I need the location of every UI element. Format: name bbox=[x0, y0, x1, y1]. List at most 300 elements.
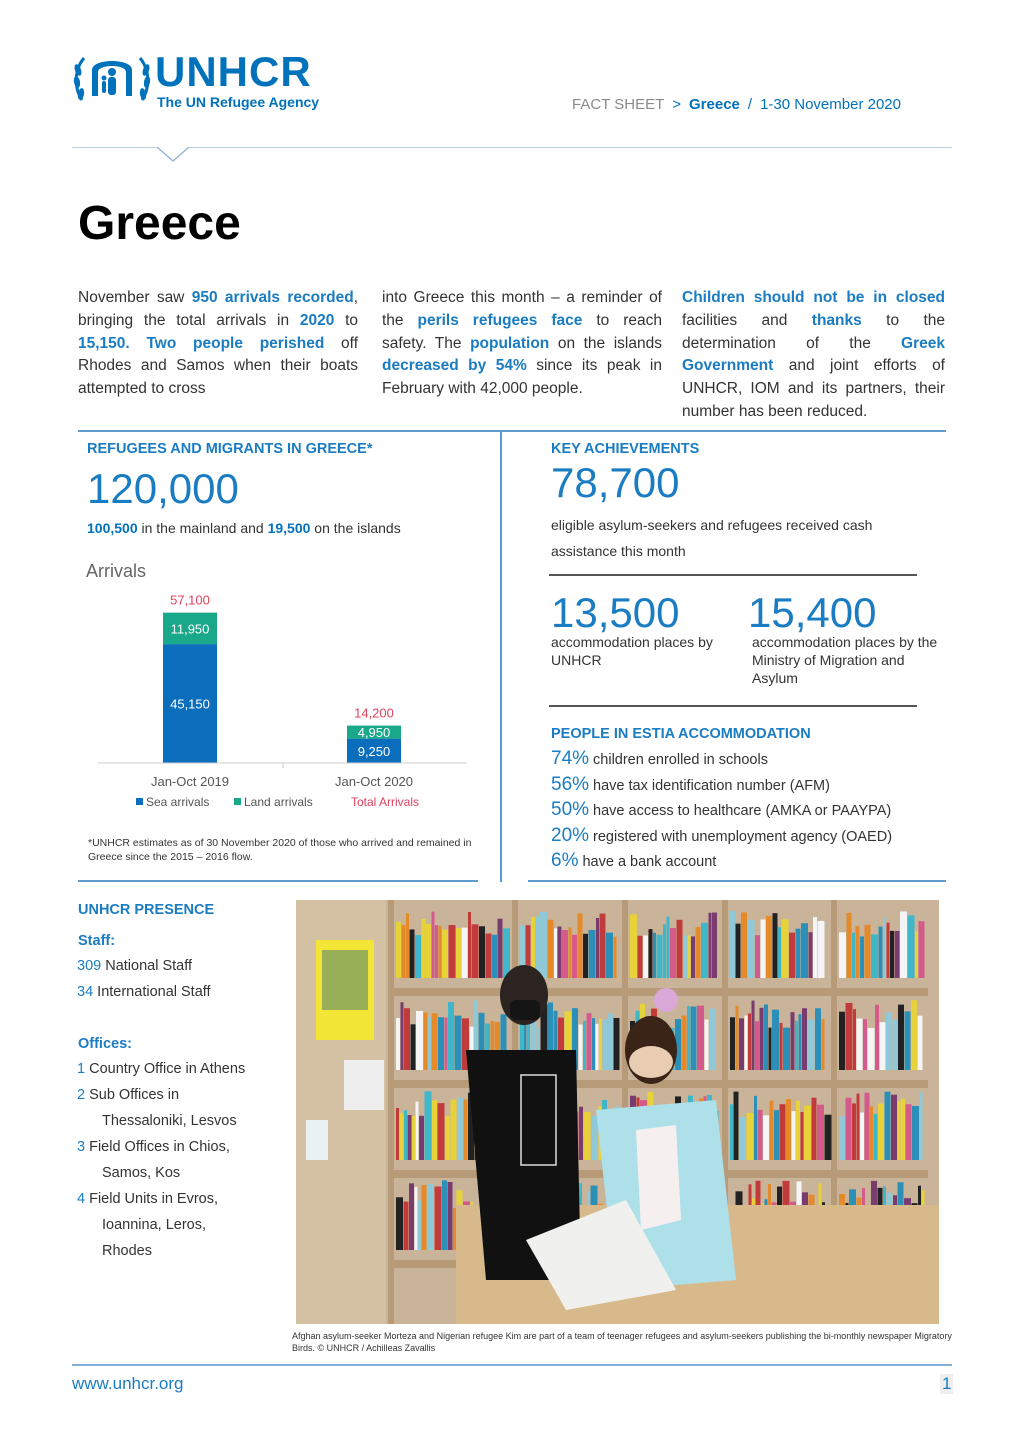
book-spine bbox=[786, 1099, 791, 1160]
book-spine bbox=[911, 1000, 917, 1070]
mainland-label: in the mainland and bbox=[137, 520, 268, 536]
islands-count: 19,500 bbox=[267, 520, 311, 536]
estia-description: have access to healthcare (AMKA or PAAYPA) bbox=[593, 803, 892, 819]
book-spine bbox=[428, 1017, 431, 1070]
book-spine bbox=[792, 1111, 796, 1160]
x-tick-label: Jan-Oct 2020 bbox=[334, 774, 414, 789]
refugees-total: 120,000 bbox=[87, 465, 239, 512]
refugees-breakdown bbox=[87, 518, 401, 538]
cash-assistance-text: eligible asylum-seekers and refugees received cash assistance this month bbox=[551, 517, 873, 559]
book-spine bbox=[860, 1113, 864, 1160]
total-value-label: 57,100 bbox=[170, 592, 210, 608]
book-spine bbox=[596, 918, 599, 978]
book-spine bbox=[887, 923, 890, 978]
body-text: off Rhodes and Samos when their boats attempted to cross bbox=[78, 334, 358, 398]
book-spine bbox=[638, 936, 643, 978]
book-spine bbox=[409, 1183, 414, 1250]
book-spine bbox=[782, 919, 789, 978]
book-spine bbox=[599, 1019, 602, 1070]
book-spine bbox=[587, 1013, 592, 1070]
book-spine bbox=[442, 930, 448, 978]
legend-label-total: Total Arrivals bbox=[351, 795, 420, 809]
book-spine bbox=[468, 912, 471, 978]
office-description: Field Offices in Chios, bbox=[89, 1139, 230, 1155]
estia-item bbox=[551, 797, 951, 823]
book-spine bbox=[774, 1110, 779, 1160]
book-spine bbox=[562, 930, 568, 978]
book-spine bbox=[705, 1020, 709, 1070]
book-spine bbox=[643, 935, 648, 978]
section-divider bbox=[549, 705, 917, 707]
page-title: Greece bbox=[78, 197, 241, 250]
book-spine bbox=[741, 912, 747, 978]
book-spine bbox=[898, 1005, 904, 1070]
book-spine bbox=[734, 1092, 739, 1160]
book-spine bbox=[396, 922, 401, 978]
book-spine bbox=[736, 1006, 739, 1070]
book-spine bbox=[870, 1106, 873, 1160]
staff-type: International Staff bbox=[97, 984, 211, 1000]
book-spine bbox=[709, 913, 712, 978]
book-spine bbox=[404, 1202, 409, 1250]
intro-column-1 bbox=[78, 287, 358, 401]
estia-description: have a bank account bbox=[582, 854, 717, 870]
book-spine bbox=[435, 1187, 442, 1250]
book-spine bbox=[920, 1092, 923, 1160]
breadcrumb-doc-type: FACT SHEET bbox=[572, 96, 665, 113]
book-spine bbox=[802, 1008, 807, 1070]
book-spine bbox=[885, 1092, 891, 1160]
book-spine bbox=[875, 1005, 879, 1070]
staff-item bbox=[77, 953, 211, 979]
book-spine bbox=[763, 1115, 769, 1160]
book-spine bbox=[772, 1010, 779, 1070]
book-spine bbox=[696, 927, 701, 978]
column-divider bbox=[500, 430, 502, 882]
book-spine bbox=[789, 933, 795, 978]
book-spine bbox=[874, 1114, 878, 1160]
book-spine bbox=[760, 1008, 764, 1070]
book-spine bbox=[649, 929, 653, 978]
book-spine bbox=[758, 1110, 763, 1160]
book-spine bbox=[479, 926, 485, 978]
intro-column-2 bbox=[382, 287, 662, 401]
book-spine bbox=[878, 1104, 884, 1160]
book-spine bbox=[879, 927, 883, 978]
book-spine bbox=[919, 921, 925, 978]
bar-value-label: 45,150 bbox=[170, 696, 210, 712]
book-spine bbox=[895, 931, 900, 978]
book-spine bbox=[780, 1104, 786, 1160]
book-spine bbox=[603, 1019, 608, 1070]
ministry-accommodation-text: accommodation places by the Ministry of Migration and Asylum bbox=[752, 634, 938, 686]
book-spine bbox=[432, 1013, 438, 1070]
estia-description: children enrolled in schools bbox=[593, 752, 768, 768]
photo-caption: Afghan asylum-seeker Morteza and Nigerian refugee Kim are part of a team of teenager refugees and asylum-seekers publishing the bi-monthly newspaper Migratory Birds. © UNHCR / Achilleas Zavallis bbox=[292, 1331, 952, 1353]
book-spine bbox=[416, 1011, 423, 1070]
book-spine bbox=[863, 1019, 867, 1070]
book-spine bbox=[739, 1117, 746, 1160]
book-spine bbox=[747, 1113, 754, 1160]
book-spine bbox=[865, 1093, 870, 1160]
book-spine bbox=[813, 917, 817, 978]
book-spine bbox=[578, 913, 583, 978]
book-spine bbox=[780, 1023, 783, 1070]
book-spine bbox=[569, 927, 572, 978]
book-spine bbox=[701, 923, 708, 978]
breadcrumb-slash: / bbox=[747, 96, 753, 113]
highlight-text: population bbox=[470, 334, 550, 352]
section-divider bbox=[78, 880, 478, 882]
office-count: 2 bbox=[77, 1087, 90, 1103]
book-spine bbox=[730, 1017, 735, 1070]
book-spine bbox=[630, 914, 637, 978]
estia-item bbox=[551, 848, 951, 874]
book-spine bbox=[400, 1113, 404, 1160]
book-spine bbox=[915, 931, 918, 978]
book-spine bbox=[445, 1017, 448, 1070]
book-spine bbox=[857, 1094, 860, 1160]
staff-list bbox=[77, 953, 211, 1005]
refugees-heading: REFUGEES AND MIGRANTS IN GREECE* bbox=[87, 441, 373, 457]
staff-count: 34 bbox=[77, 984, 98, 1000]
office-count: 1 bbox=[77, 1061, 90, 1077]
book-spine bbox=[422, 1185, 427, 1250]
office-item bbox=[77, 1082, 245, 1108]
staff-label: Staff: bbox=[78, 933, 116, 949]
book-spine bbox=[852, 1103, 856, 1160]
book-spine bbox=[691, 1007, 697, 1070]
book-spine bbox=[900, 911, 907, 978]
body-text: November saw bbox=[78, 289, 192, 306]
book-spine bbox=[688, 935, 691, 978]
book-spine bbox=[418, 1201, 421, 1250]
book-spine bbox=[795, 1021, 798, 1070]
book-spine bbox=[822, 1019, 825, 1070]
book-spine bbox=[748, 1013, 751, 1070]
islands-label: on the islands bbox=[310, 520, 401, 536]
book-spine bbox=[453, 1208, 456, 1250]
book-spine bbox=[536, 916, 540, 978]
office-item bbox=[77, 1056, 245, 1082]
footer-divider bbox=[72, 1364, 952, 1366]
book-spine bbox=[608, 1014, 613, 1070]
book-spine bbox=[730, 1104, 733, 1160]
book-spine bbox=[901, 1099, 905, 1160]
book-spine bbox=[804, 1106, 811, 1160]
book-spine bbox=[653, 933, 656, 978]
office-location-line: Ioannina, Leros, bbox=[102, 1217, 206, 1233]
book-spine bbox=[449, 925, 456, 978]
ministry-accommodation-count: 15,400 bbox=[748, 589, 877, 636]
book-spine bbox=[442, 1180, 447, 1250]
book-spine bbox=[432, 1100, 437, 1160]
book-spine bbox=[667, 917, 670, 978]
logo-wordmark: UNHCR bbox=[155, 48, 312, 95]
book-spine bbox=[457, 1098, 463, 1160]
book-spine bbox=[886, 1012, 892, 1070]
book-spine bbox=[464, 1100, 468, 1160]
x-tick-label: Jan-Oct 2019 bbox=[150, 774, 230, 789]
estia-description: registered with unemployment agency (OAED) bbox=[593, 828, 893, 845]
book-spine bbox=[445, 1116, 450, 1160]
book-spine bbox=[853, 1009, 856, 1070]
book-spine bbox=[890, 931, 894, 978]
body-text: , bringing the total arrivals in bbox=[78, 289, 358, 329]
highlight-text: decreased by 54% bbox=[382, 357, 527, 375]
book-spine bbox=[455, 1016, 462, 1070]
office-description: Field Units in Evros, bbox=[89, 1191, 219, 1207]
book-spine bbox=[424, 1012, 428, 1070]
estia-percentage: 6% bbox=[551, 850, 579, 871]
book-spine bbox=[600, 914, 606, 978]
book-spine bbox=[589, 930, 596, 978]
book-spine bbox=[583, 934, 588, 978]
book-spine bbox=[739, 1018, 744, 1070]
book-spine bbox=[472, 924, 479, 978]
book-spine bbox=[682, 1016, 687, 1070]
unhcr-accommodation-count: 13,500 bbox=[551, 589, 680, 636]
estia-heading: PEOPLE IN ESTIA ACCOMMODATION bbox=[551, 726, 811, 742]
book-spine bbox=[438, 1017, 444, 1070]
book-spine bbox=[755, 935, 760, 978]
book-spine bbox=[404, 1008, 410, 1070]
header-divider bbox=[72, 147, 952, 148]
book-spine bbox=[847, 913, 852, 978]
section-divider bbox=[549, 574, 917, 576]
book-spine bbox=[796, 1101, 800, 1160]
offices-list bbox=[77, 1056, 245, 1264]
estia-list bbox=[551, 746, 951, 874]
staff-item bbox=[77, 979, 211, 1005]
unhcr-accommodation-text: accommodation places by UNHCR bbox=[551, 634, 713, 668]
book-spine bbox=[880, 1022, 886, 1070]
book-spine bbox=[773, 913, 778, 978]
achievements-heading: KEY ACHIEVEMENTS bbox=[551, 441, 700, 457]
book-spine bbox=[548, 920, 554, 978]
book-spine bbox=[766, 916, 772, 978]
estia-item bbox=[551, 772, 951, 798]
book-spine bbox=[554, 928, 557, 978]
legend-label: Land arrivals bbox=[244, 795, 313, 809]
book-spine bbox=[918, 1016, 923, 1070]
breadcrumb-separator: > bbox=[672, 96, 682, 113]
book-spine bbox=[857, 1018, 863, 1070]
book-spine bbox=[752, 1001, 755, 1070]
book-spine bbox=[687, 1006, 690, 1070]
book-spine bbox=[736, 924, 741, 978]
chevron-down-icon bbox=[157, 147, 189, 163]
book-spine bbox=[846, 1003, 853, 1070]
bar-value-label: 11,950 bbox=[170, 621, 210, 637]
book-spine bbox=[498, 919, 503, 978]
arrivals-chart bbox=[80, 555, 480, 825]
book-spine bbox=[754, 1096, 757, 1160]
book-spine bbox=[426, 924, 431, 978]
office-item bbox=[77, 1186, 245, 1212]
book-spine bbox=[606, 933, 613, 978]
book-spine bbox=[572, 935, 577, 978]
book-spine bbox=[558, 926, 562, 978]
book-spine bbox=[411, 1024, 416, 1070]
library-photo bbox=[296, 900, 939, 1324]
estia-percentage: 50% bbox=[551, 799, 590, 820]
office-location-line: Samos, Kos bbox=[102, 1165, 181, 1181]
book-spine bbox=[778, 927, 781, 978]
body-text: into Greece this month – a reminder of the bbox=[382, 289, 662, 329]
legend-swatch bbox=[136, 798, 143, 805]
book-spine bbox=[846, 1098, 852, 1160]
office-location-line: Rhodes bbox=[102, 1243, 152, 1259]
book-spine bbox=[614, 937, 617, 978]
book-spine bbox=[783, 1028, 790, 1070]
book-spine bbox=[396, 1197, 403, 1250]
book-spine bbox=[592, 1018, 595, 1070]
highlight-text: perils refugees face bbox=[417, 311, 583, 329]
book-spine bbox=[451, 1100, 457, 1160]
estia-percentage: 74% bbox=[551, 748, 590, 769]
book-spine bbox=[408, 1115, 412, 1160]
book-spine bbox=[683, 935, 687, 978]
book-spine bbox=[415, 935, 421, 978]
book-spine bbox=[419, 1116, 424, 1160]
highlight-text: 15,150. Two people perished bbox=[78, 334, 325, 352]
book-spine bbox=[868, 1028, 875, 1070]
footer-website-link[interactable]: www.unhcr.org bbox=[72, 1374, 184, 1393]
logo-tagline: The UN Refugee Agency bbox=[157, 94, 320, 110]
book-spine bbox=[492, 935, 497, 978]
office-count: 3 bbox=[77, 1139, 90, 1155]
legend-label: Sea arrivals bbox=[146, 795, 210, 809]
breadcrumb-period: 1-30 November 2020 bbox=[760, 96, 901, 113]
office-description: Country Office in Athens bbox=[89, 1061, 246, 1077]
book-spine bbox=[422, 919, 426, 978]
book-spine bbox=[663, 924, 666, 978]
highlight-text: Greek Government bbox=[682, 334, 945, 375]
book-spine bbox=[591, 1116, 598, 1160]
estia-item bbox=[551, 823, 951, 849]
book-spine bbox=[402, 925, 406, 978]
highlight-text: 2020 bbox=[299, 311, 335, 329]
book-spine bbox=[865, 925, 871, 978]
book-spine bbox=[415, 1187, 418, 1250]
book-spine bbox=[438, 1103, 445, 1160]
book-spine bbox=[745, 1015, 748, 1070]
estia-percentage: 20% bbox=[551, 824, 590, 846]
book-spine bbox=[427, 1184, 434, 1250]
book-spine bbox=[748, 920, 755, 978]
book-spine bbox=[856, 926, 860, 978]
book-spine bbox=[579, 1025, 583, 1070]
book-spine bbox=[796, 929, 801, 978]
book-spine bbox=[416, 1101, 419, 1160]
book-spine bbox=[839, 932, 846, 978]
book-spine bbox=[801, 1112, 804, 1160]
total-value-label: 14,200 bbox=[354, 705, 394, 721]
book-spine bbox=[712, 913, 717, 978]
estia-item bbox=[551, 746, 951, 772]
body-text: since its peak in February with 42,000 people. bbox=[382, 357, 662, 398]
office-location-line: Thessaloniki, Lesvos bbox=[102, 1113, 237, 1129]
bar-value-label: 4,950 bbox=[357, 725, 391, 741]
highlight-text: Children should not be in closed bbox=[682, 289, 945, 306]
presence-heading: UNHCR PRESENCE bbox=[78, 902, 215, 918]
book-spine bbox=[456, 928, 461, 978]
mainland-count: 100,500 bbox=[87, 520, 138, 536]
body-text: to reach safety. The bbox=[382, 311, 662, 352]
book-spine bbox=[503, 928, 510, 978]
book-spine bbox=[818, 921, 825, 978]
page-number: 1 bbox=[942, 1374, 952, 1393]
book-spine bbox=[425, 1091, 432, 1160]
book-spine bbox=[761, 919, 766, 978]
offices-label: Offices: bbox=[78, 1036, 132, 1052]
estia-description: have tax identification number (AFM) bbox=[593, 777, 830, 794]
book-spine bbox=[799, 1014, 802, 1070]
book-spine bbox=[891, 1095, 897, 1160]
book-spine bbox=[755, 1021, 759, 1070]
book-spine bbox=[462, 928, 468, 978]
book-spine bbox=[486, 934, 492, 978]
chart-title: Arrivals bbox=[86, 561, 147, 581]
book-spine bbox=[860, 936, 864, 978]
body-text: on the islands bbox=[549, 334, 662, 352]
book-spine bbox=[584, 1112, 591, 1160]
body-text: to bbox=[334, 311, 359, 329]
book-spine bbox=[709, 1009, 716, 1070]
book-spine bbox=[404, 1110, 407, 1160]
book-spine bbox=[883, 917, 886, 978]
book-spine bbox=[540, 912, 547, 978]
cash-assistance-count: 78,700 bbox=[551, 459, 680, 506]
office-count: 4 bbox=[77, 1191, 90, 1207]
book-spine bbox=[596, 1024, 599, 1070]
highlight-text: 950 arrivals recorded bbox=[191, 289, 354, 306]
book-spine bbox=[912, 1106, 919, 1160]
book-spine bbox=[670, 928, 676, 978]
office-item bbox=[77, 1134, 245, 1160]
book-spine bbox=[905, 1011, 911, 1070]
book-spine bbox=[448, 1002, 454, 1070]
bar-value-label: 9,250 bbox=[357, 743, 391, 759]
book-spine bbox=[839, 1012, 845, 1070]
book-spine bbox=[691, 936, 695, 978]
book-spine bbox=[583, 1021, 586, 1070]
book-spine bbox=[893, 1020, 898, 1070]
legend-swatch bbox=[234, 798, 241, 805]
office-description: Sub Offices in bbox=[89, 1087, 180, 1103]
intro-column-3 bbox=[682, 287, 945, 424]
book-spine bbox=[839, 1116, 845, 1160]
book-spine bbox=[730, 911, 735, 978]
book-spine bbox=[906, 1104, 912, 1160]
book-spine bbox=[697, 1006, 704, 1070]
book-spine bbox=[412, 1116, 415, 1160]
book-spine bbox=[579, 1107, 583, 1160]
book-spine bbox=[871, 934, 878, 978]
book-spine bbox=[435, 925, 438, 978]
book-spine bbox=[410, 929, 415, 978]
book-spine bbox=[898, 1101, 901, 1160]
book-spine bbox=[769, 1028, 772, 1070]
refugees-footnote: *UNHCR estimates as of 30 November 2020 of those who arrived and remained in Greece since the 2015 – 2016 flow. bbox=[88, 837, 472, 863]
book-spine bbox=[852, 933, 855, 978]
book-spine bbox=[406, 913, 409, 978]
breadcrumb-country: Greece bbox=[689, 96, 740, 113]
book-spine bbox=[432, 912, 435, 978]
book-spine bbox=[825, 1115, 832, 1160]
book-spine bbox=[817, 1105, 824, 1160]
